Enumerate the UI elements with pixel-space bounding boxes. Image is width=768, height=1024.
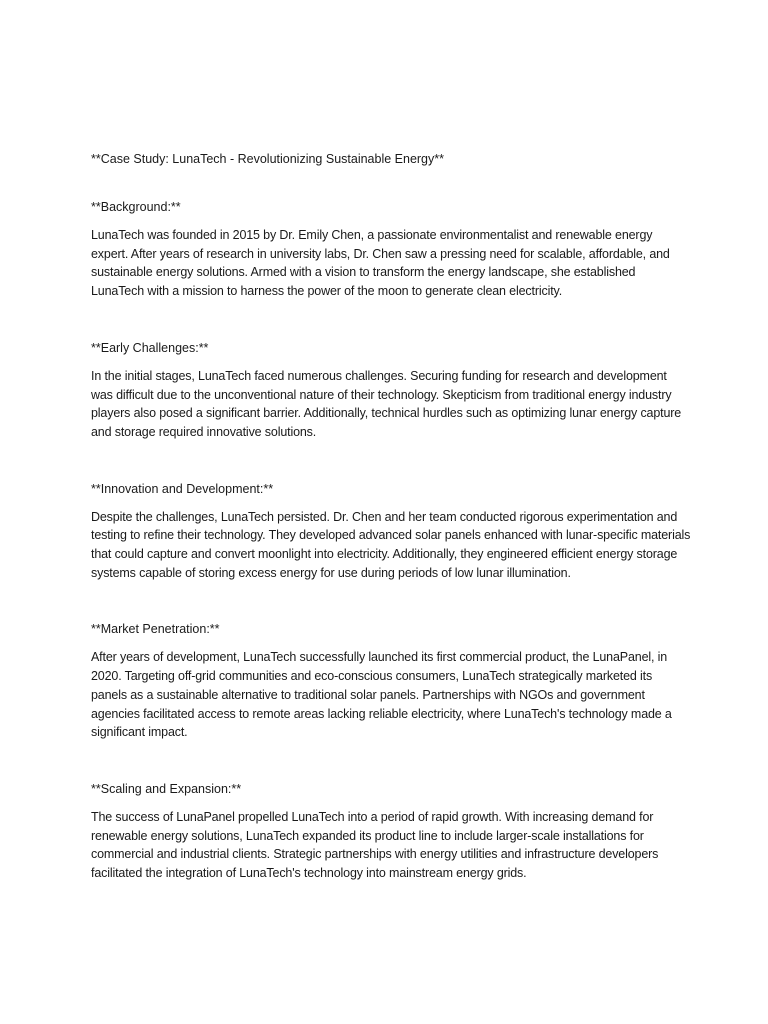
section-paragraph: In the initial stages, LunaTech faced numerous challenges. Securing funding for research and development was difficult due to the unconventional nature of their technology. Skepticism from traditional energy industry players also posed a significant barrier. Additionally, technical hurdles such as optimizing lunar energy capture and storage required innovative solutions.	[91, 368, 682, 439]
section-paragraph: Despite the challenges, LunaTech persisted. Dr. Chen and her team conducted rigorous experimentation and testing to refine their technology. They developed advanced solar panels enhanced with lunar-specific materials that could capture and convert moonlight into electricity. Additionally, they engineered efficient energy storage systems capable of storing excess energy for use during periods of low lunar illumination.	[91, 509, 691, 580]
section-heading: **Innovation and Development:**	[91, 481, 274, 496]
section-background	[91, 198, 691, 301]
section-heading: **Market Penetration:**	[91, 622, 220, 637]
document-title: **Case Study: LunaTech - Revolutionizing Sustainable Energy**	[91, 152, 444, 166]
section-heading: **Scaling and Expansion:**	[91, 781, 242, 796]
document-page	[91, 150, 691, 883]
section-heading: **Background:**	[91, 200, 181, 214]
section-paragraph: LunaTech was founded in 2015 by Dr. Emily Chen, a passionate environmentalist and renewable energy expert. After years of research in university labs, Dr. Chen saw a pressing need for scalable, affordable, and sustainable energy solutions. Armed with a vision to transform the energy landscape, she established LunaTech with a mission to harness the power of the moon to generate clean electricity.	[91, 228, 670, 299]
section-innovation-development	[91, 480, 691, 583]
section-early-challenges	[91, 339, 691, 442]
section-paragraph: The success of LunaPanel propelled LunaTech into a period of rapid growth. With increasing demand for renewable energy solutions, LunaTech expanded its product line to include larger-scale installations for commercial and industrial clients. Strategic partnerships with energy utilities and infrastructure developers facilitated the integration of LunaTech's technology into mainstream energy grids.	[91, 809, 659, 881]
section-scaling-expansion	[91, 780, 691, 883]
section-paragraph: After years of development, LunaTech successfully launched its first commercial product, the LunaPanel, in 2020. Targeting off-grid communities and eco-conscious consumers, LunaTech strategically marketed its panels as a sustainable alternative to traditional solar panels. Partnerships with NGOs and government agencies facilitated access to remote areas lacking reliable electricity, where LunaTech's technology made a significant impact.	[91, 650, 672, 740]
section-market-penetration	[91, 620, 691, 742]
section-heading: **Early Challenges:**	[91, 340, 209, 355]
